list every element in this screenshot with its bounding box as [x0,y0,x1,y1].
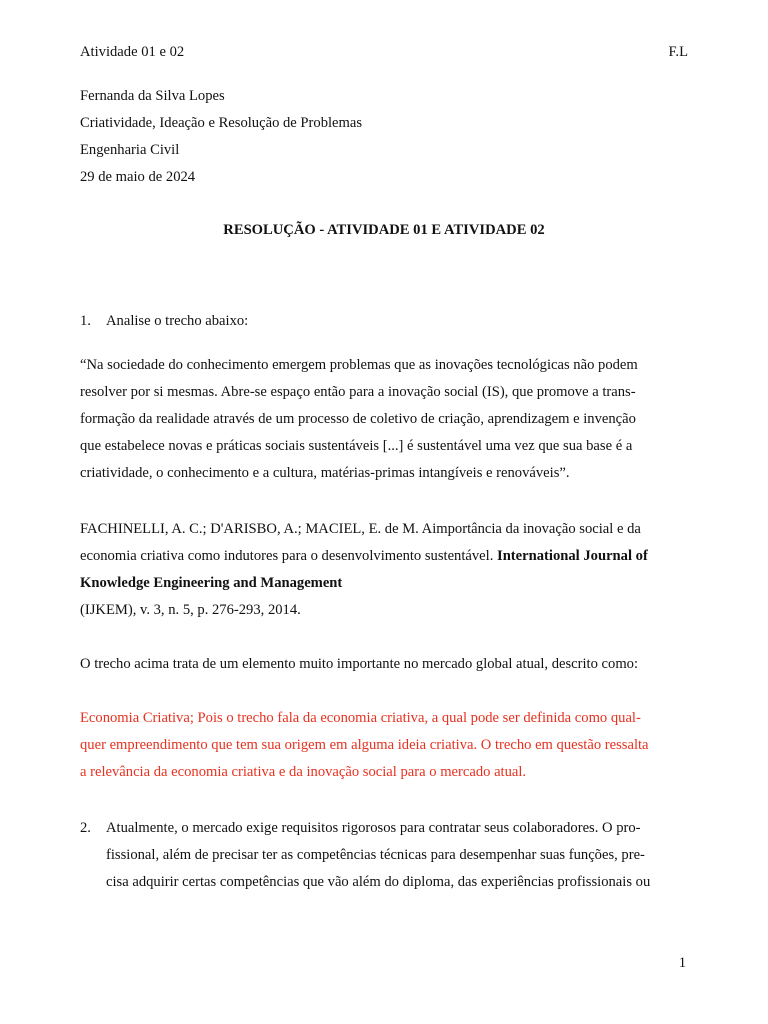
reference-text: economia criativa como indutores para o desenvolvimento sustentável. [80,548,498,564]
quote-line: que estabelece novas e práticas sociais sustentáveis [...] é sustentável uma vez que sua base é a [80,438,633,454]
program-name: Engenharia Civil [80,142,180,158]
answer-line: Economia Criativa; Pois o trecho fala da economia criativa, a qual pode ser definida como qual- [80,710,641,726]
quote-line: “Na sociedade do conhecimento emergem problemas que as inovações tecnológicas não podem [80,357,638,373]
quote-line: criatividade, o conhecimento e a cultura, matérias-primas intangíveis e renováveis”. [80,465,570,481]
reference-line: (IJKEM), v. 3, n. 5, p. 276-293, 2014. [80,602,301,618]
reference-line: FACHINELLI, A. C.; D'ARISBO, A.; MACIEL, E. de M. Aimportância da inovação social e da [80,521,641,537]
answer-line: quer empreendimento que tem sua origem em alguma ideia criativa. O trecho em questão ressalta [80,737,649,753]
reference-line [80,548,648,565]
question-2-number: 2. [80,820,91,836]
document-date: 29 de maio de 2024 [80,169,196,185]
journal-title-continued: Knowledge Engineering and Management [80,575,343,591]
question-2-line: cisa adquirir certas competências que vão além do diploma, das experiências profissionais ou [106,874,651,890]
journal-title: International Journal of [497,548,648,564]
document-title: RESOLUÇÃO - ATIVIDADE 01 E ATIVIDADE 02 [223,222,545,238]
question-1-prompt: Analise o trecho abaixo: [106,313,249,329]
question-1-statement: O trecho acima trata de um elemento muito importante no mercado global atual, descrito como: [80,656,639,672]
page-number: 1 [678,955,686,971]
course-name: Criatividade, Ideação e Resolução de Problemas [80,115,363,131]
quote-line: formação da realidade através de um processo de coletivo de criação, aprendizagem e invenção [80,411,636,427]
answer-line: a relevância da economia criativa e da inovação social para o mercado atual. [80,764,527,780]
question-2-line: fissional, além de precisar ter as competências técnicas para desempenhar suas funções, pre- [106,847,645,863]
author-name: Fernanda da Silva Lopes [80,88,225,104]
question-2-line: Atualmente, o mercado exige requisitos rigorosos para contratar seus colaboradores. O pro- [106,820,641,836]
header-initials: F.L [668,44,688,60]
quote-line: resolver por si mesmas. Abre-se espaço então para a inovação social (IS), que promove a trans- [80,384,636,400]
header-left-text: Atividade 01 e 02 [80,44,185,60]
question-1-number: 1. [80,313,91,329]
